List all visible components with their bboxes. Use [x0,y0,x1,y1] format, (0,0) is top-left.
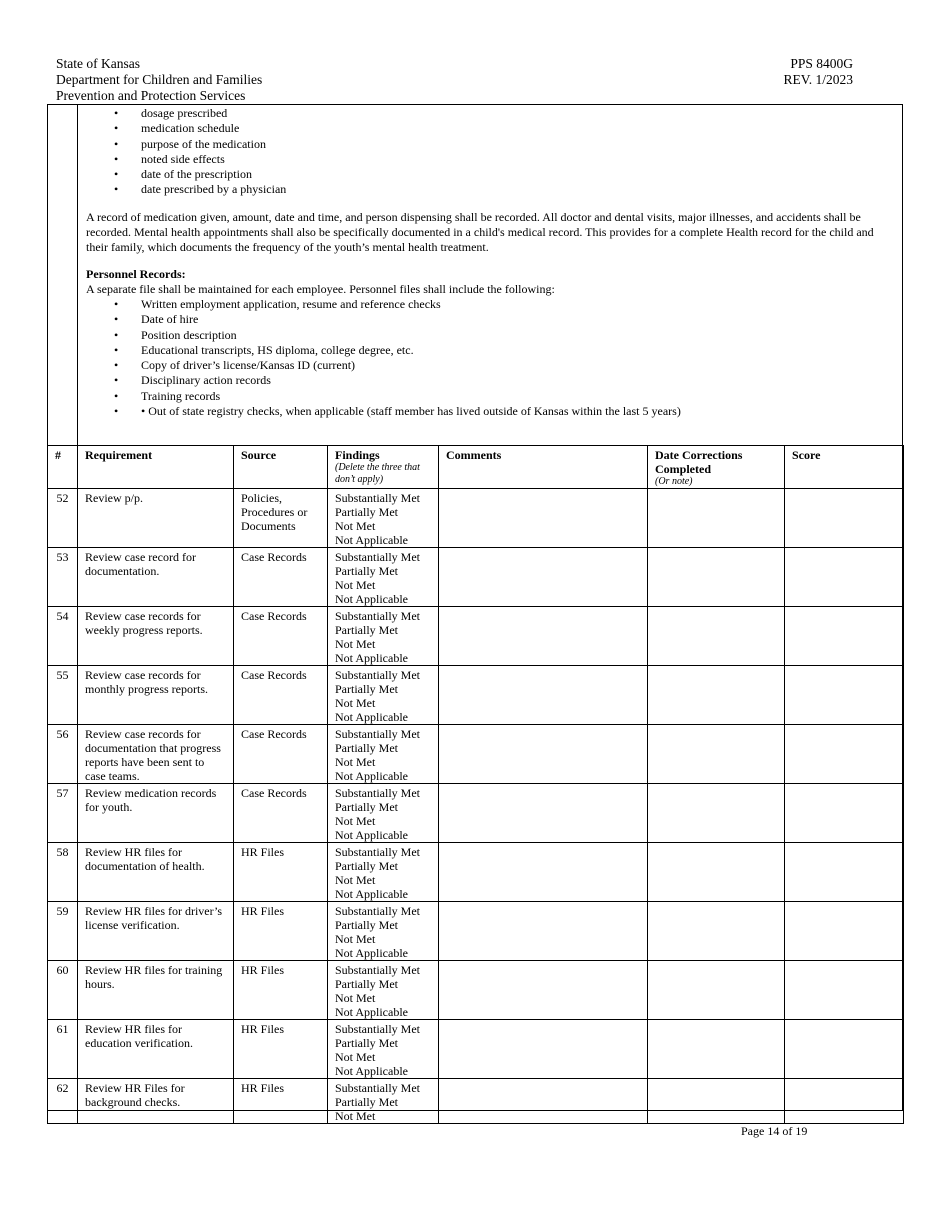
finding-option: Partially Met [335,859,398,873]
list-item: • purpose of the medication [114,136,266,151]
list-item: • Educational transcripts, HS diploma, college degree, etc. [114,342,414,357]
finding-option: Not Applicable [335,592,408,606]
finding-option: Partially Met [335,741,398,755]
score-cell[interactable] [785,489,904,548]
list-item: • date prescribed by a physician [114,182,287,197]
findings-note: (Delete the three that don’t apply) [335,462,420,485]
findings-cell [328,489,439,548]
date-corrections-cell[interactable] [648,1020,785,1079]
source-cell: HR Files [234,902,328,961]
header-left [56,56,262,104]
requirement-cell: Review HR Files for background checks. [78,1079,234,1124]
col-header-findings [328,446,439,489]
requirement-cell: Review HR files for documentation of health. [78,843,234,902]
list-item: • medication schedule [114,121,240,136]
finding-option: Partially Met [335,682,398,696]
comments-cell[interactable] [439,489,648,548]
findings-cell [328,666,439,725]
findings-cell [328,784,439,843]
comments-cell[interactable] [439,961,648,1020]
date-corrections-cell[interactable] [648,489,785,548]
requirements-table [47,445,904,1124]
score-cell[interactable] [785,961,904,1020]
score-cell[interactable] [785,902,904,961]
table-row [48,961,904,1020]
comments-cell[interactable] [439,784,648,843]
date-label: Date Corrections Completed [655,448,743,476]
date-note: (Or note) [655,476,693,487]
list-item: • dosage prescribed [114,106,228,120]
date-corrections-cell[interactable] [648,666,785,725]
requirement-cell: Review HR files for education verification. [78,1020,234,1079]
header-department: Department for Children and Families [56,72,263,87]
finding-option: Not Met [335,1050,376,1064]
list-item: • Written employment application, resume and reference checks [114,297,441,311]
finding-option: Substantially Met [335,1081,420,1095]
findings-cell [328,961,439,1020]
list-item: • Copy of driver’s license/Kansas ID (current) [114,358,356,373]
findings-cell [328,902,439,961]
source-cell: Policies, Procedures or Documents [234,489,328,548]
source-cell: HR Files [234,1020,328,1079]
table-row [48,1020,904,1079]
finding-option: Partially Met [335,977,398,991]
finding-option: Not Met [335,519,376,533]
table-row [48,843,904,902]
list-item: • • Out of state registry checks, when applicable (staff member has lived outside of Kansas within the last 5 years) [114,404,681,419]
col-header-date [648,446,785,489]
requirement-cell: Review case record for documentation. [78,548,234,607]
finding-option: Substantially Met [335,845,420,859]
requirement-cell: Review HR files for driver’s license verification. [78,902,234,961]
finding-option: Substantially Met [335,786,420,800]
table-row [48,666,904,725]
row-number: 55 [48,666,78,725]
finding-option: Not Applicable [335,828,408,842]
comments-cell[interactable] [439,1020,648,1079]
finding-option: Not Met [335,578,376,592]
finding-option: Not Applicable [335,533,408,547]
date-corrections-cell[interactable] [648,902,785,961]
finding-option: Partially Met [335,800,398,814]
table-header-row [48,446,904,489]
finding-option: Partially Met [335,564,398,578]
row-number: 60 [48,961,78,1020]
finding-option: Substantially Met [335,550,420,564]
finding-option: Not Met [335,696,376,710]
finding-option: Partially Met [335,623,398,637]
medication-list [114,106,286,198]
finding-option: Not Met [335,814,376,828]
finding-option: Not Met [335,873,376,887]
finding-option: Not Met [335,1109,376,1123]
source-cell: HR Files [234,843,328,902]
finding-option: Partially Met [335,1095,398,1109]
requirement-cell: Review HR files for training hours. [78,961,234,1020]
findings-cell [328,607,439,666]
personnel-list [114,297,681,419]
finding-option: Substantially Met [335,1022,420,1036]
score-cell[interactable] [785,725,904,784]
revision-date: REV. 1/2023 [783,72,853,87]
finding-option: Not Applicable [335,887,408,901]
row-number: 53 [48,548,78,607]
date-corrections-cell[interactable] [648,1079,785,1124]
source-cell: HR Files [234,1079,328,1124]
score-cell[interactable] [785,1079,904,1124]
findings-cell [328,843,439,902]
list-item: • date of the prescription [114,167,252,182]
findings-label: Findings [335,448,380,462]
findings-cell [328,548,439,607]
table-body [48,489,904,1124]
row-number: 59 [48,902,78,961]
finding-option: Not Applicable [335,710,408,724]
findings-cell [328,1020,439,1079]
finding-option: Substantially Met [335,609,420,623]
source-cell: Case Records [234,548,328,607]
score-cell[interactable] [785,607,904,666]
intro-section [77,104,903,446]
col-header-number: # [48,446,78,489]
requirement-cell: Review case records for weekly progress reports. [78,607,234,666]
table-row [48,725,904,784]
medication-paragraph: A record of medication given, amount, date and time, and person dispensing shall be recorded. All doctor and dental visits, major illnesses, and accidents shall be recorded. Mental health appointments shall also be specifically documented in a child's medical record. This provides for a complete Health record for the child and their family, which documents the frequency of the youth’s mental health treatment. [86,210,874,254]
row-number: 52 [48,489,78,548]
score-cell[interactable] [785,1020,904,1079]
finding-option: Partially Met [335,918,398,932]
finding-option: Not Applicable [335,1064,408,1078]
finding-option: Substantially Met [335,668,420,682]
date-corrections-cell[interactable] [648,607,785,666]
comments-cell[interactable] [439,1079,648,1124]
finding-option: Partially Met [335,1036,398,1050]
comments-cell[interactable] [439,548,648,607]
col-header-comments: Comments [439,446,648,489]
date-corrections-cell[interactable] [648,548,785,607]
table-row [48,489,904,548]
table-row [48,784,904,843]
page-number: Page 14 of 19 [741,1124,808,1138]
finding-option: Not Met [335,637,376,651]
list-item: • noted side effects [114,151,225,166]
list-item: • Position description [114,327,237,342]
source-cell: Case Records [234,725,328,784]
requirement-cell: Review case records for monthly progress reports. [78,666,234,725]
finding-option: Substantially Met [335,491,420,505]
row-number: 62 [48,1079,78,1124]
finding-option: Substantially Met [335,727,420,741]
col-header-requirement: Requirement [78,446,234,489]
date-corrections-cell[interactable] [648,784,785,843]
findings-cell [328,1079,439,1124]
table-row [48,902,904,961]
row-number: 56 [48,725,78,784]
date-corrections-cell[interactable] [648,843,785,902]
list-item: • Disciplinary action records [114,373,271,388]
list-item: • Date of hire [114,312,199,327]
comments-cell[interactable] [439,666,648,725]
personnel-records-intro: A separate file shall be maintained for each employee. Personnel files shall include the following: [86,282,555,296]
comments-cell[interactable] [439,725,648,784]
requirement-cell: Review p/p. [78,489,234,548]
source-cell: Case Records [234,666,328,725]
score-cell[interactable] [785,548,904,607]
col-header-source: Source [234,446,328,489]
finding-option: Not Met [335,755,376,769]
finding-option: Not Applicable [335,946,408,960]
table-row [48,1079,904,1124]
score-cell[interactable] [785,784,904,843]
requirement-cell: Review medication records for youth. [78,784,234,843]
table-row [48,607,904,666]
finding-option: Partially Met [335,505,398,519]
comments-cell[interactable] [439,902,648,961]
finding-option: Not Applicable [335,651,408,665]
comments-cell[interactable] [439,843,648,902]
findings-cell [328,725,439,784]
score-cell[interactable] [785,843,904,902]
header-right [781,56,853,88]
source-cell: Case Records [234,607,328,666]
row-number: 57 [48,784,78,843]
header-division: Prevention and Protection Services [56,88,246,103]
row-number: 58 [48,843,78,902]
table-row [48,548,904,607]
list-item: • Training records [114,388,221,403]
col-header-score: Score [785,446,904,489]
source-cell: Case Records [234,784,328,843]
finding-option: Substantially Met [335,963,420,977]
row-number: 61 [48,1020,78,1079]
source-cell: HR Files [234,961,328,1020]
finding-option: Not Met [335,932,376,946]
row-number: 54 [48,607,78,666]
score-cell[interactable] [785,666,904,725]
form-number: PPS 8400G [790,56,853,71]
comments-cell[interactable] [439,607,648,666]
finding-option: Not Applicable [335,769,408,783]
requirement-cell: Review case records for documentation that progress reports have been sent to case teams. [78,725,234,784]
personnel-records-title: Personnel Records: [86,267,186,281]
finding-option: Not Met [335,991,376,1005]
date-corrections-cell[interactable] [648,961,785,1020]
header-state: State of Kansas [56,56,140,71]
finding-option: Substantially Met [335,904,420,918]
date-corrections-cell[interactable] [648,725,785,784]
finding-option: Not Applicable [335,1005,408,1019]
